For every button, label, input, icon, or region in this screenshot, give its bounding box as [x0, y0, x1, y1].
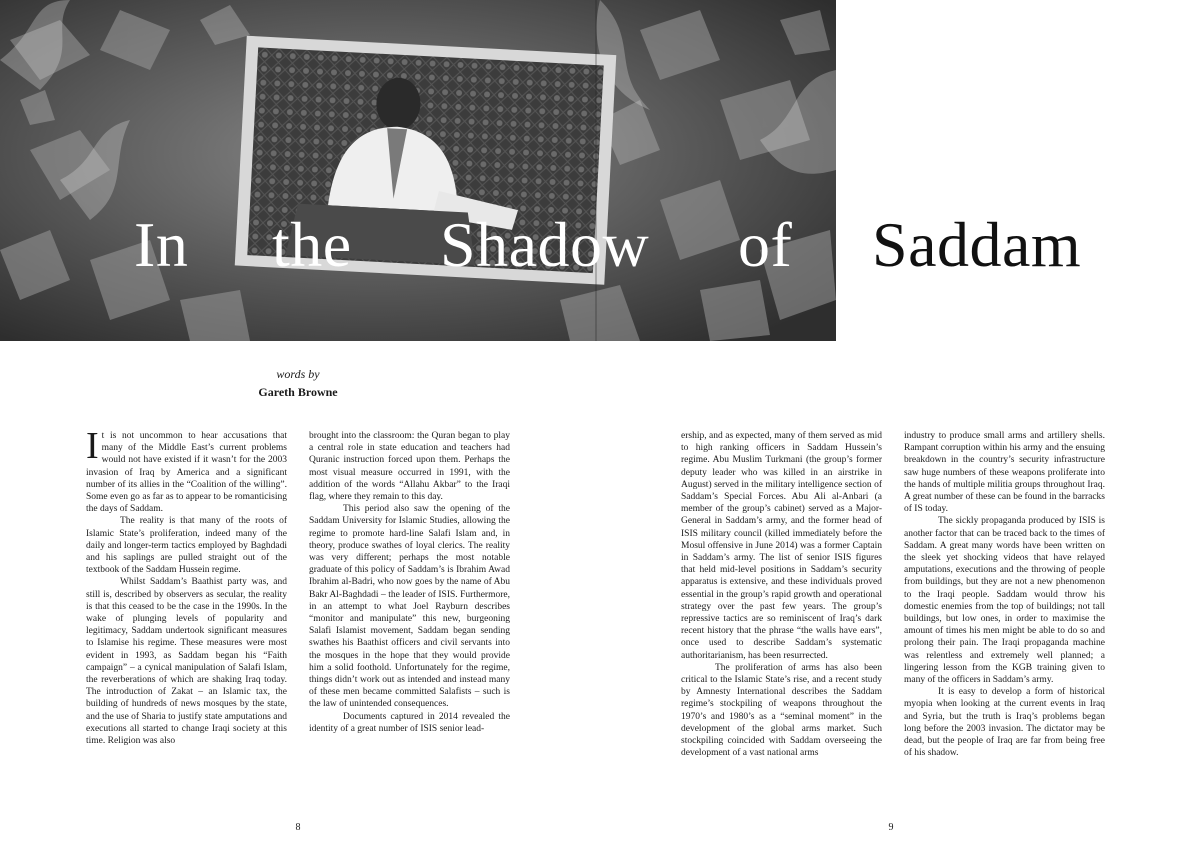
paragraph: The sickly propaganda produced by ISIS is another factor that can be traced back to the times of Saddam. A great many words have been written on the sleek yet shocking videos that have relayed amputations, executions and the throwing of people from buildings, but they are not a new phenomenon to the Iraqi people. Saddam would throw his domestic enemies from the top of buildings; not tall buildings, but low ones, in order to maximise the amount of times his men might be able to do so and prolong their pain. The Iraqi propaganda machine was relentless and extremely well planned; a lingering lesson from the KGB training given to many of the officers in Saddam’s army.	[904, 516, 1105, 686]
paragraph: The reality is that many of the roots of Islamic State’s proliferation, indeed many of the daily and longer-term tactics employed by Baghdadi and his saplings are pulled straight out of the textbook of the Saddam Hussein regime.	[86, 516, 287, 576]
paragraph	[86, 425, 287, 515]
headline	[0, 205, 1191, 285]
headline-word-of: of	[738, 209, 793, 280]
paragraph: ership, and as expected, many of them served as mid to high ranking officers in Saddam Hussein’s regime. Abu Muslim Turkmani (the group’s former deputy leader who was killed in an airstrike in August) served in the military intelligence section of Saddam’s Special Forces. Abu Ali al-Anbari (a member of the group’s cabinet) served as a Major-General in Saddam’s army, and the former head of ISIS military council (killed immediately before the Mosul offensive in June 2014) was a former Captain in Saddam’s army. The list of senior ISIS figures that held mid-level positions in Saddam’s security apparatus is extensive, and these individuals proved essential in the group’s rapid growth and operational strategy over the past few years. The group’s repressive tactics are so reminiscent of Iraq’s dark recent history that the phrase “the walls have ears”, once used to describe Saddam’s systematic authoritarianism, has been resurrected.	[681, 431, 882, 661]
headline-word-in: In	[134, 209, 189, 280]
hero-photo	[0, 0, 836, 341]
page-number-right: 9	[888, 822, 894, 833]
paragraph: brought into the classroom: the Quran began to play a central role in state education and teachers had Quranic instruction forced upon them. Perhaps the most visual measure occurred in 1991, with the addition of the words “Allahu Akbar” to the Iraqi flag, where they remain to this day.	[309, 431, 510, 503]
paragraph: It is easy to develop a form of historical myopia when looking at the current events in Iraq and Syria, but the truth is Iraq’s problems began long before the 2003 invasion. The dictator may be dead, but the people of Iraq are far from being free of his shadow.	[904, 687, 1105, 759]
headline-word-shadow: Shadow	[440, 209, 650, 280]
byline-prefix: words by	[276, 367, 320, 381]
headline-word-the: the	[272, 209, 352, 280]
body-column-2	[309, 430, 510, 735]
page-number-left: 8	[295, 822, 301, 833]
paragraph: This period also saw the opening of the Saddam University for Islamic Studies, allowing the regime to promote hard-line Salafi Islam and, in theory, produce swathes of loyal clerics. The reality was very different; perhaps the most notable graduate of this policy of Saddam’s is Ibrahim Awad Ibrahim al-Badri, who now goes by the name of Abu Bakr Al-Baghdadi – the leader of ISIS. Furthermore, in an attempt to what Joel Rayburn describes “monitor and manipulate” this new, burgeoning Salafi Islamist movement, Saddam began sending swathes his Baathist officers and civil servants into the mosques in the hope that they would provide him a solid foothold. Unfortunately for the regime, things didn’t work out as intended and instead many of these men became committed Salafists – such is the law of unintended consequences.	[309, 504, 510, 710]
body-column-3	[681, 430, 882, 759]
paragraph-text: t is not uncommon to hear accusations that many of the Middle East’s current problems would not have existed if it wasn’t for the 2003 invasion of Iraq by America and a significant number of its allies in the “Coalition of the willing”. Some even go as far as to appear to be romanticising the days of Saddam.	[86, 431, 287, 515]
paragraph: Whilst Saddam’s Baathist party was, and still is, described by observers as secular, the reality is that this ceased to be the case in the 1990s. In the wake of plunging levels of popularity and legitimacy, Saddam undertook significant measures to Islamise his regime. These measures were most evident in 1993, as Saddam began his “Faith campaign” – a cynical manipulation of Salafi Islam, the reverberations of which are shaking Iraq today. The introduction of Zakat – an Islamic tax, the building of hundreds of news mosques by the state, and the use of Sharia to justify state amputations and executions all started to change Iraqi society at this time. Religion was also	[86, 577, 287, 747]
body-column-1	[86, 425, 287, 747]
headline-word-saddam: Saddam	[872, 209, 1082, 280]
byline-author: Gareth Browne	[258, 385, 338, 399]
paragraph: industry to produce small arms and artillery shells. Rampant corruption within his army and the ensuing breakdown in the country’s security infrastructure saw huge numbers of these weapons proliferate into the hands of multiple militia groups throughout Iraq. A great number of these can be found in the barracks of IS today.	[904, 431, 1106, 515]
body-column-4	[904, 430, 1105, 759]
drop-cap: I	[86, 425, 99, 467]
paragraph: Documents captured in 2014 revealed the identity of a great number of ISIS senior lead-	[309, 711, 510, 734]
paragraph: The proliferation of arms has also been critical to the Islamic State’s rise, and a recent study by Amnesty International describes the Saddam regime’s stockpiling of weapons throughout the 1970’s and 1980’s as a “seminal moment” in the development of the global arms market. Such stockpiling coincided with Saddam overseeing the development of a vast national arms	[681, 662, 882, 759]
